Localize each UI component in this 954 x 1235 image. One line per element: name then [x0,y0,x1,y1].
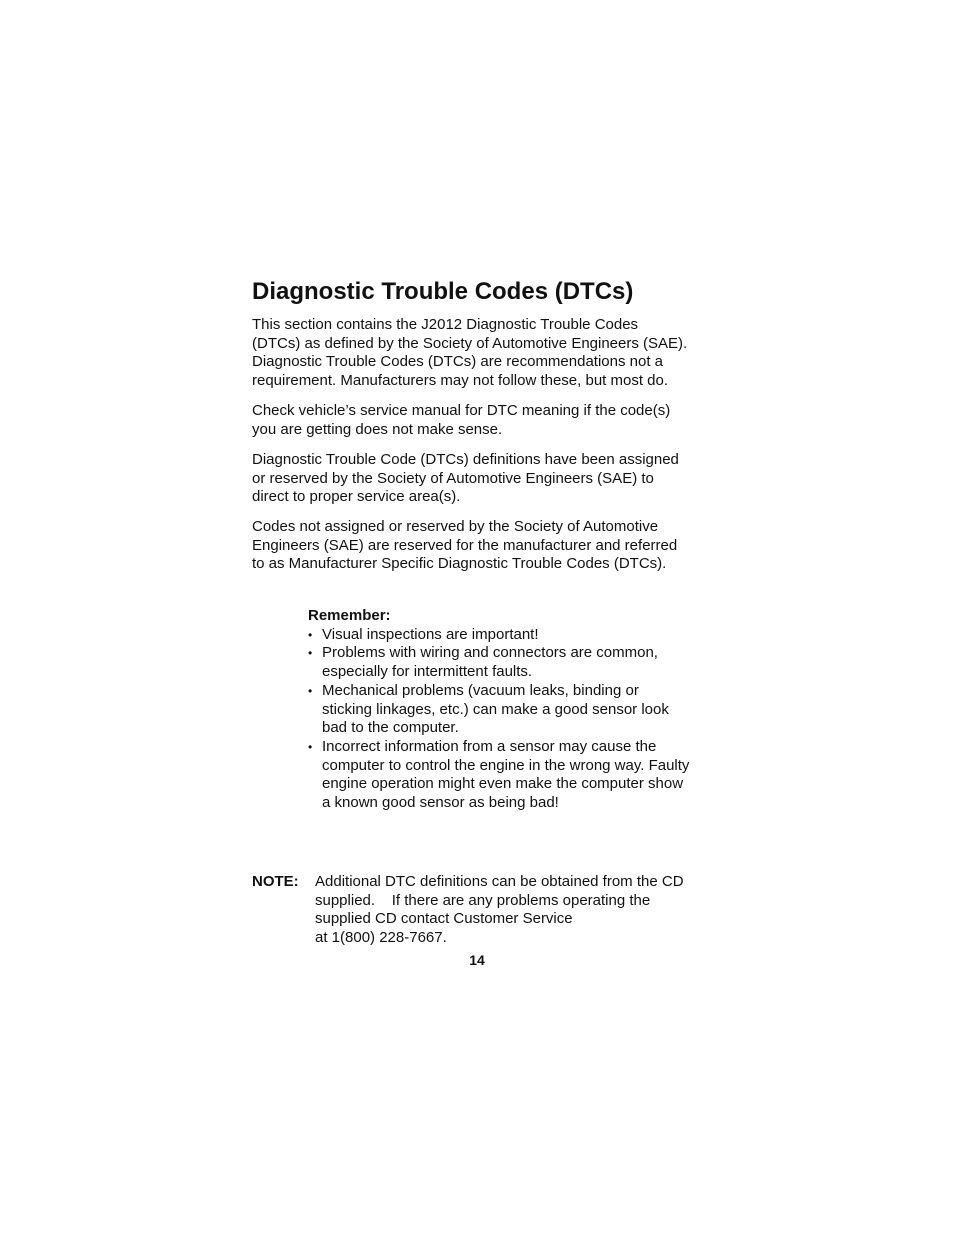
paragraph-line: Diagnostic Trouble Code (DTCs) definitions have been assigned [252,451,679,468]
paragraph-line: requirement. Manufacturers may not follow these, but most do. [252,372,669,390]
bullet-icon: • [308,627,313,642]
list-item [308,626,728,645]
bullet-icon: • [308,683,313,698]
note-line: supplied. If there are any problems operating the [315,891,651,909]
paragraph-line: or reserved by the Society of Automotive Engineers (SAE) to [252,469,654,487]
remember-box [308,607,728,813]
paragraph-line: This section contains the J2012 Diagnostic Trouble Codes [252,316,639,333]
definitions-paragraph [252,451,679,507]
page-title: Diagnostic Trouble Codes (DTCs) [252,278,634,305]
paragraph-line: (DTCs) as defined by the Society of Automotive Engineers (SAE). [252,334,688,352]
manufacturer-codes-paragraph [252,518,677,574]
list-item-line: bad to the computer. [322,719,459,737]
list-item-line: especially for intermittent faults. [322,663,533,681]
note-body [315,873,735,948]
service-manual-paragraph [252,402,670,439]
paragraph-line: direct to proper service area(s). [252,488,461,506]
note-label: NOTE: [252,873,299,890]
list-item [308,682,728,738]
bullet-icon: • [308,739,313,754]
paragraph-line: Codes not assigned or reserved by the Society of Automotive [252,518,659,535]
page-number: 14 [469,952,485,968]
list-item-line: Visual inspections are important! [322,625,539,643]
list-item-line: a known good sensor as being bad! [322,794,559,812]
bullet-icon: • [308,646,313,661]
list-item-line: Mechanical problems (vacuum leaks, binding or [322,681,639,699]
list-item [308,644,728,681]
list-item-line: engine operation might even make the computer show [322,775,684,793]
paragraph-line: to as Manufacturer Specific Diagnostic Trouble Codes (DTCs). [252,555,667,573]
list-item-line: sticking linkages, etc.) can make a good sensor look [322,700,669,718]
remember-heading: Remember: [308,607,391,624]
list-item-line: Incorrect information from a sensor may cause the [322,737,657,755]
list-item-line: computer to control the engine in the wrong way. Faulty [322,756,690,774]
paragraph-line: Engineers (SAE) are reserved for the manufacturer and referred [252,536,678,554]
paragraph-line: Diagnostic Trouble Codes (DTCs) are recommendations not a [252,353,664,371]
paragraph-line: Check vehicle’s service manual for DTC meaning if the code(s) [252,402,671,419]
note-line: at 1(800) 228-7667. [315,929,447,947]
remember-list [308,626,728,813]
list-item [308,738,728,813]
paragraph-line: you are getting does not make sense. [252,420,503,438]
intro-paragraph [252,316,687,391]
note-line: Additional DTC definitions can be obtained from the CD [315,873,684,890]
note-line: supplied CD contact Customer Service [315,910,573,928]
list-item-line: Problems with wiring and connectors are common, [322,644,658,662]
